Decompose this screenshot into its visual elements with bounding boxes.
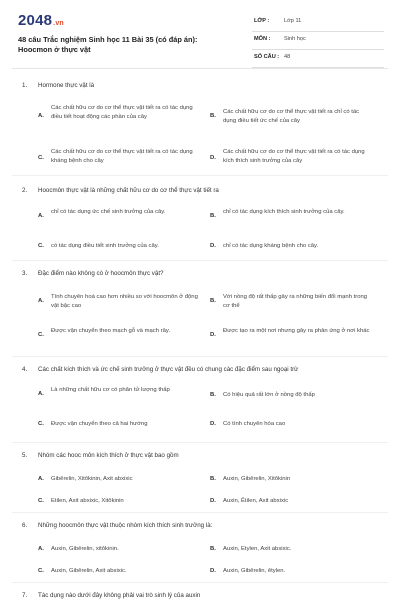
- option-text: chỉ có tác dụng kháng bệnh cho cây.: [223, 243, 319, 249]
- option-text: Có hiệu quả rất lớn ở nồng độ thấp: [223, 392, 315, 398]
- option-letter: D.: [210, 243, 216, 249]
- option-text: Các chất hữu cơ do cơ thể thực vật tiết ra có tác dụng kích thích sinh trưởng của cây: [223, 149, 365, 164]
- meta-key: SỐ CÂU :: [254, 54, 280, 60]
- meta-value: 48: [284, 54, 291, 60]
- option-letter: A.: [38, 213, 44, 219]
- document-header: [0, 0, 400, 68]
- option-letter: A.: [38, 391, 44, 397]
- option-letter: C.: [38, 568, 44, 574]
- option-text: Etilen, Axit abxixic, Xitôkinin: [51, 498, 124, 504]
- question-text: [22, 82, 94, 89]
- option-text: Auxin, Êtilen, Axit abxixic: [223, 498, 289, 504]
- option-letter: D.: [210, 332, 216, 338]
- question-stem: Đặc điểm nào không có ở hoocmôn thực vật?: [38, 270, 164, 277]
- option-text: Với nồng độ rất thấp gây ra những biến đổi mạnh trong cơ thể: [223, 294, 368, 309]
- question-separator: [12, 260, 388, 261]
- option-letter: D.: [210, 568, 216, 574]
- question-number: 7.: [22, 592, 28, 599]
- question-separator: [12, 175, 388, 176]
- question-text: [22, 592, 200, 599]
- question-number: 5.: [22, 452, 28, 459]
- title-line-1: 48 câu Trắc nghiệm Sinh học 11 Bài 35 (có đáp án):: [18, 35, 198, 44]
- option-letter: C.: [38, 243, 44, 249]
- option-text: chỉ có tác dụng ức chế sinh trưởng của cây.: [51, 209, 166, 215]
- option-text: chỉ có tác dụng kích thích sinh trưởng của cây.: [223, 209, 345, 215]
- option-letter: B.: [210, 392, 216, 398]
- option-letter: C.: [38, 498, 44, 504]
- option-letter: D.: [210, 421, 216, 427]
- site-logo[interactable]: [18, 12, 64, 29]
- option-text: Gibêrelin, Xitôkinin, Axit abxixic: [51, 476, 133, 482]
- option-text: Được vận chuyển theo cả hai hướng: [51, 421, 148, 427]
- question-text: [22, 366, 298, 373]
- meta-table: [252, 14, 384, 68]
- header-divider: [12, 68, 388, 69]
- option-text: Được tạo ra một nơi nhưng gây ra phản ứng ở nơi khác: [223, 328, 370, 334]
- option-text: Tính chuyên hoá cao hơn nhiều so với hoocmôn ở động vật bậc cao: [51, 294, 198, 309]
- option-letter: B.: [210, 213, 216, 219]
- option-letter: A.: [38, 113, 44, 119]
- option-text: Các chất hữu cơ do cơ thể thực vật tiết ra có tác dụng điều tiết hoạt động các phần của cây: [51, 105, 193, 120]
- question-stem: Hormone thực vật là: [38, 82, 95, 89]
- document-title: [18, 35, 228, 55]
- question-separator: [12, 442, 388, 443]
- question-text: [22, 187, 219, 194]
- option-letter: D.: [210, 155, 216, 161]
- meta-row-count: [252, 50, 384, 68]
- option-letter: B.: [210, 476, 216, 482]
- question-number: 2.: [22, 187, 28, 194]
- option-letter: B.: [210, 298, 216, 304]
- meta-row-subject: [252, 32, 384, 50]
- question-number: 1.: [22, 82, 28, 89]
- logo-text: 2048: [18, 12, 53, 29]
- option-letter: C.: [38, 421, 44, 427]
- option-letter: A.: [38, 476, 44, 482]
- option-text: Auxin, Gibêrelin, êtylen.: [223, 568, 286, 574]
- question-text: [22, 452, 179, 459]
- logo-suffix: .vn: [53, 20, 64, 27]
- question-separator: [12, 582, 388, 583]
- option-letter: B.: [210, 113, 216, 119]
- option-text: Auxin, Gibêrelin, Axit absixic.: [51, 568, 127, 574]
- option-letter: D.: [210, 498, 216, 504]
- option-text: Auxin, Gibêrelin, xitôkinin.: [51, 546, 119, 552]
- option-letter: A.: [38, 298, 44, 304]
- question-separator: [12, 512, 388, 513]
- question-stem: Tác dụng nào dưới đây không phải vai trò sinh lý của auxin: [38, 592, 201, 599]
- option-text: Có tính chuyên hóa cao: [223, 421, 286, 427]
- question-stem: Những hoocmôn thực vật thuộc nhóm kích thích sinh trưởng là:: [38, 522, 213, 529]
- question-separator: [12, 356, 388, 357]
- question-text: [22, 270, 164, 277]
- title-line-2: Hoocmon ở thực vật: [18, 45, 91, 54]
- meta-key: MÔN :: [254, 36, 271, 42]
- option-letter: C.: [38, 155, 44, 161]
- option-letter: C.: [38, 332, 44, 338]
- option-text: Được vận chuyển theo mạch gỗ và mạch rây.: [51, 328, 171, 334]
- option-letter: A.: [38, 546, 44, 552]
- question-stem: Hoocmôn thực vật là những chất hữu cơ do cơ thể thực vật tiết ra: [38, 187, 219, 194]
- meta-value: Lớp 11: [284, 18, 302, 24]
- question-number: 3.: [22, 270, 28, 277]
- option-text: có tác dụng điều tiết sinh trưởng của cây.: [51, 243, 159, 249]
- question-stem: Nhóm các hooc môn kích thích ở thực vật bao gồm: [38, 452, 179, 459]
- option-text: Auxin, Gibêrelin, Xitôkinin: [223, 476, 291, 482]
- question-stem: Các chất kích thích và ức chế sinh trưởng ở thực vật đều có chung các đặc điểm sau ngoại trừ: [38, 366, 299, 373]
- option-text: Các chất hữu cơ do cơ thể thực vật tiết ra có tác dụng kháng bệnh cho cây: [51, 149, 193, 164]
- meta-value: Sinh học: [284, 36, 306, 42]
- option-letter: B.: [210, 546, 216, 552]
- option-text: Là những chất hữu cơ có phân tử lượng thấp: [51, 387, 170, 393]
- question-number: 4.: [22, 366, 28, 373]
- option-text: Các chất hữu cơ do cơ thể thực vật tiết ra chỉ có tác dụng điều tiết ức chế của cây: [223, 109, 360, 124]
- meta-key: LỚP :: [254, 18, 270, 24]
- question-number: 6.: [22, 522, 28, 529]
- option-text: Auxin, Etylen, Axit absixic.: [223, 546, 292, 552]
- meta-row-class: [252, 14, 384, 32]
- question-text: [22, 522, 212, 529]
